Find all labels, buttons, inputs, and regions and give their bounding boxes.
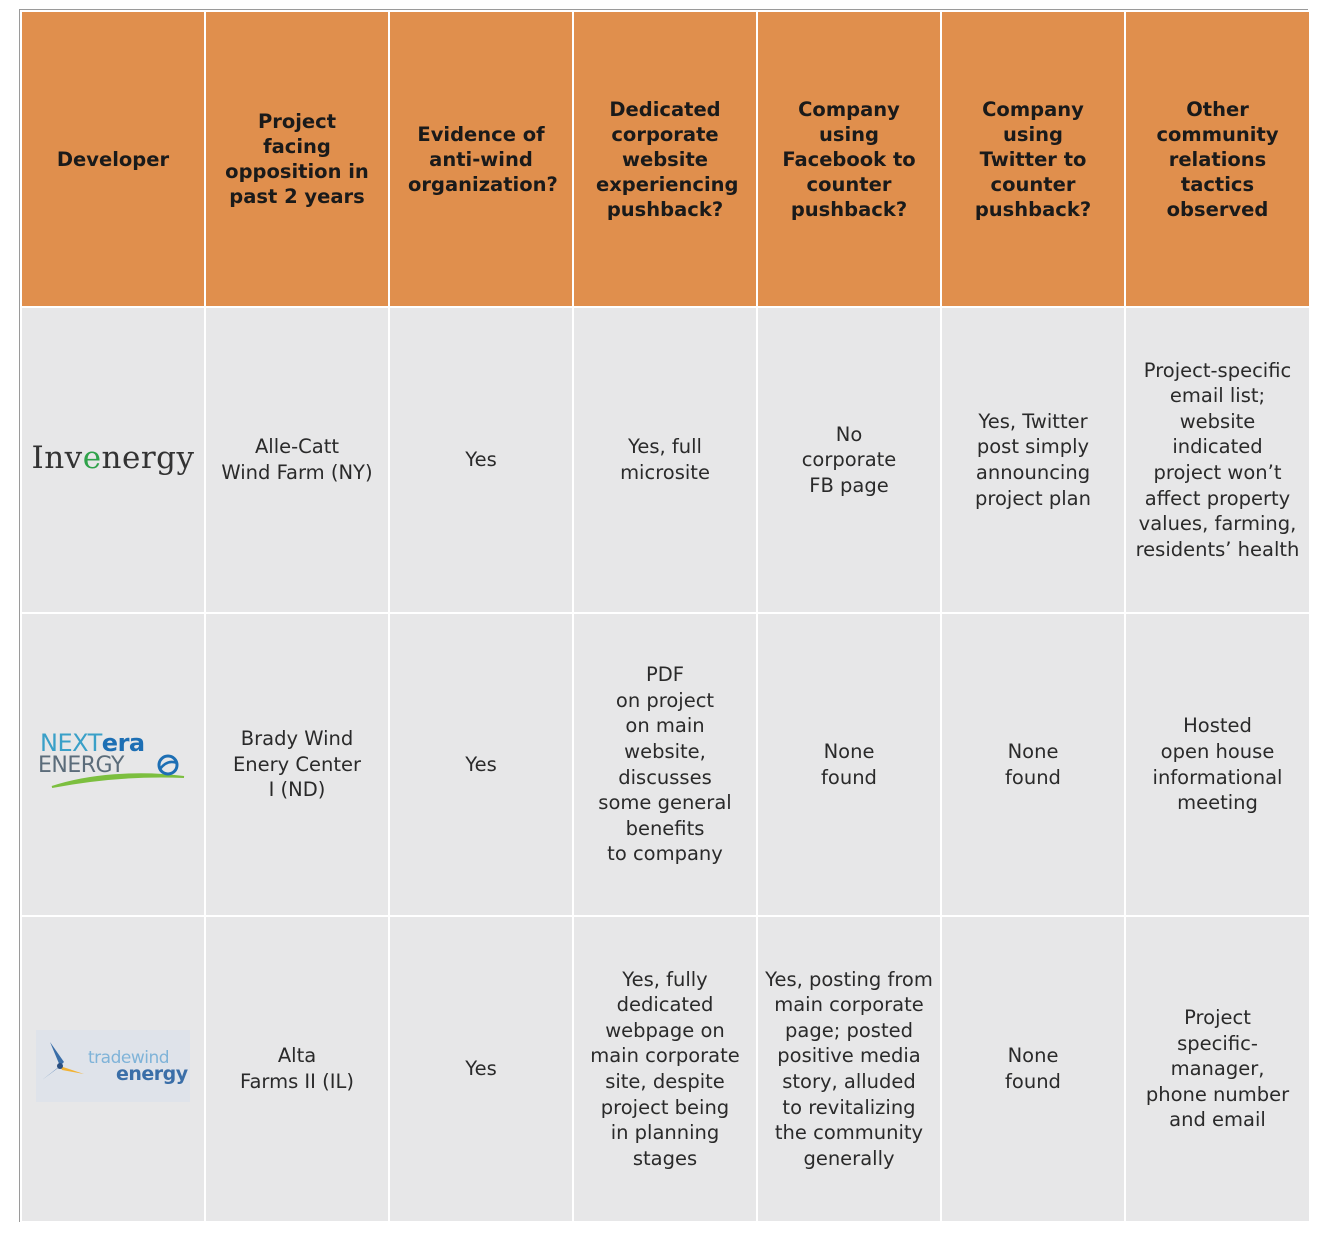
header-project: Project facing opposition in past 2 years — [205, 11, 389, 307]
header-anti-wind: Evidence of anti-wind organization? — [389, 11, 573, 307]
anti-wind-cell: Yes — [389, 307, 573, 613]
facebook-cell: None found — [757, 613, 941, 916]
other-tactics-cell: Project specific- manager, phone number and email — [1125, 916, 1310, 1222]
header-developer: Developer — [21, 11, 205, 307]
twitter-cell: None found — [941, 613, 1125, 916]
website-cell: Yes, full microsite — [573, 307, 757, 613]
nextera-energy-logo: NEXTera ENERGY — [38, 731, 188, 791]
website-cell: Yes, fully dedicated webpage on main corporate site, despite project being in planning stages — [573, 916, 757, 1222]
anti-wind-cell: Yes — [389, 613, 573, 916]
other-tactics-cell: Hosted open house informational meeting — [1125, 613, 1310, 916]
developer-cell — [21, 916, 205, 1222]
wind-developer-comparison-table — [20, 10, 1311, 1223]
comparison-table-frame — [19, 9, 1308, 1222]
developer-cell — [21, 613, 205, 916]
header-other: Other community relations tactics observed — [1125, 11, 1310, 307]
website-cell: PDF on project on main website, discusses some general benefits to company — [573, 613, 757, 916]
invenergy-logo: Invenergy — [31, 439, 195, 476]
developer-cell — [21, 307, 205, 613]
other-tactics-cell: Project-specific email list; website indicated project won’t affect property values, farming, residents’ health — [1125, 307, 1310, 613]
table-row — [21, 613, 1310, 916]
anti-wind-cell: Yes — [389, 916, 573, 1222]
twitter-cell: None found — [941, 916, 1125, 1222]
header-twitter: Company using Twitter to counter pushback? — [941, 11, 1125, 307]
facebook-cell: No corporate FB page — [757, 307, 941, 613]
header-facebook: Company using Facebook to counter pushback? — [757, 11, 941, 307]
twitter-cell: Yes, Twitter post simply announcing project plan — [941, 307, 1125, 613]
table-row — [21, 916, 1310, 1222]
facebook-cell: Yes, posting from main corporate page; posted positive media story, alluded to revitalizing the community generally — [757, 916, 941, 1222]
project-cell: Alta Farms II (IL) — [205, 916, 389, 1222]
header-row — [21, 11, 1310, 307]
tradewind-energy-logo: tradewind energy — [36, 1030, 190, 1102]
project-cell: Brady Wind Enery Center I (ND) — [205, 613, 389, 916]
nextera-swoosh-icon — [38, 731, 188, 791]
header-website: Dedicated corporate website experiencing pushback? — [573, 11, 757, 307]
table-row — [21, 307, 1310, 613]
project-cell: Alle-Catt Wind Farm (NY) — [205, 307, 389, 613]
